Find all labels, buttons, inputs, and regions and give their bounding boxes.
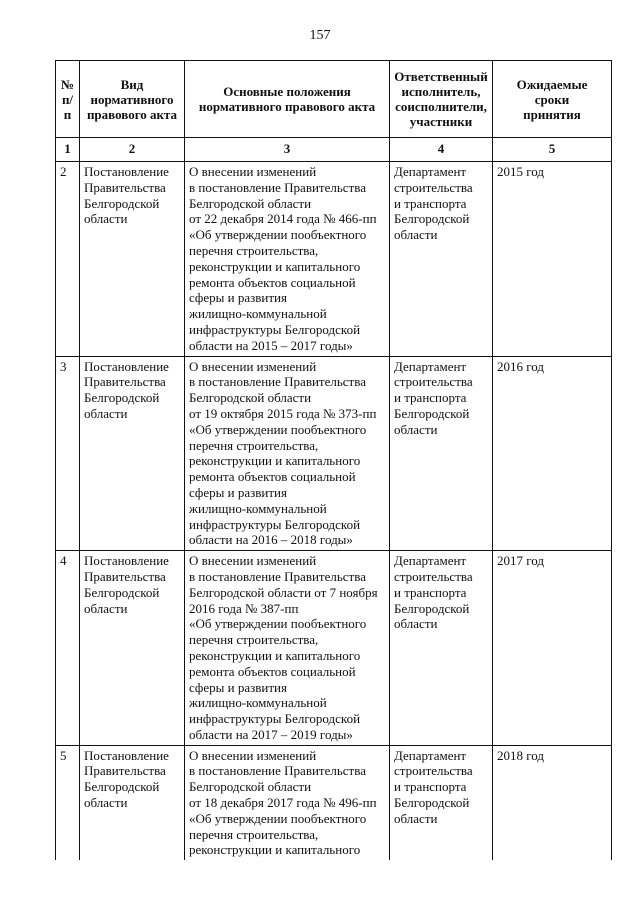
column-number: 3 (185, 138, 390, 162)
act-type: Постановление Правительства Белгородской области (80, 162, 185, 357)
act-type: Постановление Правительства Белгородской области (80, 745, 185, 860)
header-row (56, 61, 612, 138)
table-row (56, 551, 612, 746)
column-number: 4 (390, 138, 493, 162)
column-number-row (56, 138, 612, 162)
page-number: 157 (309, 28, 331, 43)
act-type: Постановление Правительства Белгородской области (80, 356, 185, 551)
column-number: 5 (493, 138, 612, 162)
table-row (56, 745, 612, 860)
table-row (56, 162, 612, 357)
executor: Департамент строительства и транспорта Белгородской области (390, 356, 493, 551)
adoption-year: 2015 год (493, 162, 612, 357)
column-number: 1 (56, 138, 80, 162)
header-main-provisions: Основные положения нормативного правового акта (185, 61, 390, 138)
adoption-year: 2018 год (493, 745, 612, 860)
regulations-table (55, 60, 612, 860)
column-number: 2 (80, 138, 185, 162)
header-number: № п/п (56, 61, 80, 138)
row-number: 5 (56, 745, 80, 860)
table-row (56, 356, 612, 551)
row-number: 3 (56, 356, 80, 551)
executor: Департамент строительства и транспорта Белгородской области (390, 745, 493, 860)
header-deadline: Ожидаемые сроки принятия (493, 61, 612, 138)
executor: Департамент строительства и транспорта Белгородской области (390, 162, 493, 357)
adoption-year: 2016 год (493, 356, 612, 551)
act-description: О внесении изменений в постановление Правительства Белгородской области от 22 декабря 2014 года № 466-пп «Об утверждении пообъектного перечня строительства, реконструкции и капитального ремонта объектов социальной сферы и развития жилищно-коммунальной инфраструктуры Белгородской области на 2015 – 2017 годы» (185, 162, 390, 357)
executor: Департамент строительства и транспорта Белгородской области (390, 551, 493, 746)
act-description: О внесении изменений в постановление Правительства Белгородской области от 19 октября 2015 года № 373-пп «Об утверждении пообъектного перечня строительства, реконструкции и капитального ремонта объектов социальной сферы и развития жилищно-коммунальной инфраструктуры Белгородской области на 2016 – 2018 годы» (185, 356, 390, 551)
act-description: О внесении изменений в постановление Правительства Белгородской области от 18 декабря 2017 года № 496-пп «Об утверждении пообъектного перечня строительства, реконструкции и капитального (185, 745, 390, 860)
act-description: О внесении изменений в постановление Правительства Белгородской области от 7 ноября 2016 года № 387-пп «Об утверждении пообъектного перечня строительства, реконструкции и капитального ремонта объектов социальной сферы и развития жилищно-коммунальной инфраструктуры Белгородской области на 2017 – 2019 годы» (185, 551, 390, 746)
act-type: Постановление Правительства Белгородской области (80, 551, 185, 746)
header-act-type: Вид нормативного правового акта (80, 61, 185, 138)
row-number: 2 (56, 162, 80, 357)
header-executor: Ответственный исполнитель, соисполнители, участники (390, 61, 493, 138)
row-number: 4 (56, 551, 80, 746)
adoption-year: 2017 год (493, 551, 612, 746)
